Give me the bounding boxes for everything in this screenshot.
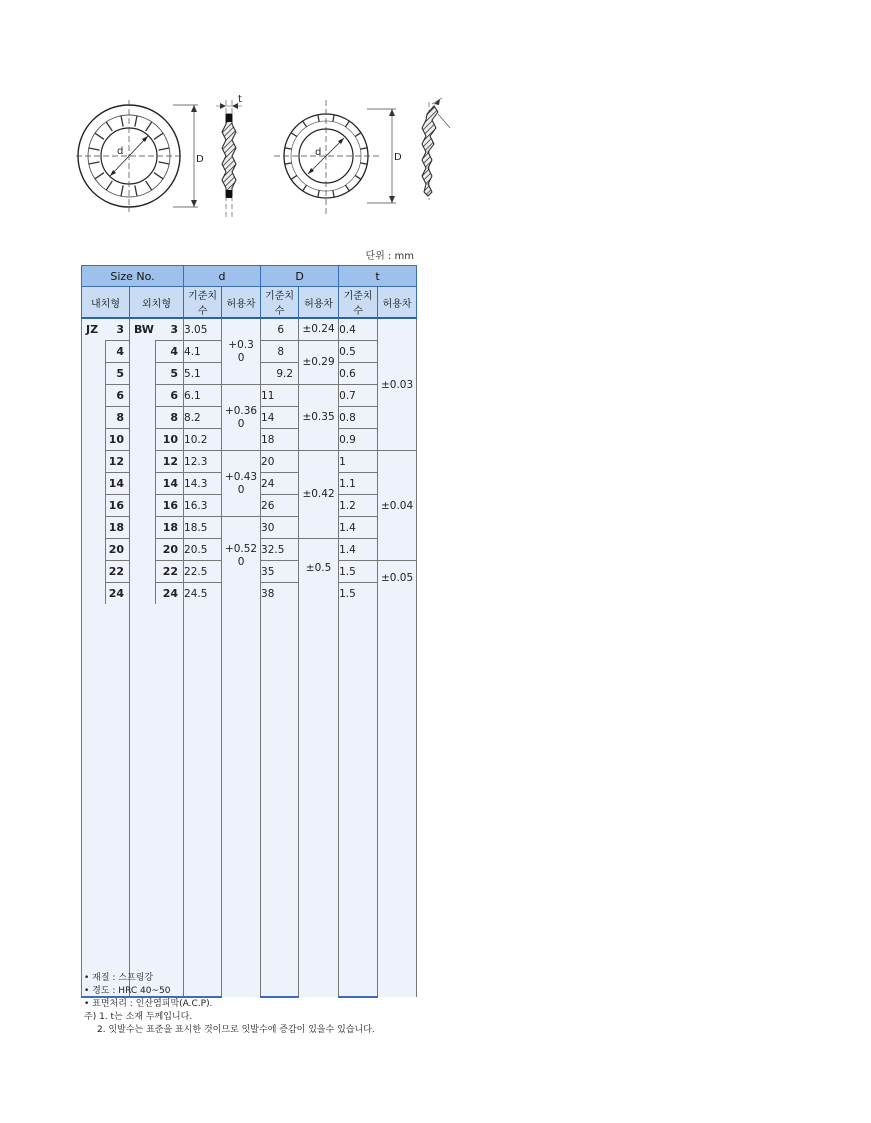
note-hardness: • 경도 : HRC 40~50 bbox=[84, 986, 171, 996]
d-basic: 18.5 bbox=[184, 517, 222, 539]
d-tol-lower: 0 bbox=[237, 417, 245, 430]
washer-tooth bbox=[360, 148, 367, 149]
washer-tooth bbox=[285, 148, 292, 149]
d-tolerance bbox=[222, 318, 261, 385]
d-tolerance bbox=[222, 385, 261, 451]
washer-tooth bbox=[154, 133, 163, 139]
external-spacer bbox=[130, 363, 156, 385]
D-tolerance: ±0.24 bbox=[299, 318, 339, 341]
washer-tooth bbox=[318, 190, 319, 197]
t-basic: 1.5 bbox=[339, 583, 378, 605]
drawing-label-d: d bbox=[117, 146, 124, 157]
t-basic: 0.9 bbox=[339, 429, 378, 451]
external-spacer bbox=[130, 539, 156, 561]
internal-size: 8 bbox=[106, 407, 130, 429]
D-tolerance: ±0.29 bbox=[299, 341, 339, 385]
internal-size: 6 bbox=[106, 385, 130, 407]
washer-tooth bbox=[121, 185, 123, 196]
internal-spacer bbox=[82, 407, 106, 429]
washer-tooth bbox=[318, 115, 319, 122]
internal-spacer bbox=[82, 473, 106, 495]
D-basic: 38 bbox=[261, 583, 299, 605]
washer-tooth bbox=[158, 162, 169, 164]
internal-spacer bbox=[82, 539, 106, 561]
d-basic: 5.1 bbox=[184, 363, 222, 385]
d-basic: 4.1 bbox=[184, 341, 222, 363]
t-basic: 1.1 bbox=[339, 473, 378, 495]
external-spacer bbox=[130, 429, 156, 451]
D-basic: 24 bbox=[261, 473, 299, 495]
washer-tooth bbox=[355, 133, 361, 137]
internal-spacer bbox=[82, 385, 106, 407]
washer-tooth bbox=[106, 181, 112, 190]
t-tolerance: ±0.03 bbox=[378, 318, 417, 451]
t-tolerance: ±0.05 bbox=[378, 561, 417, 998]
header-d: d bbox=[184, 266, 261, 287]
washer-tooth bbox=[146, 181, 152, 190]
outer-diameter-dimension-2 bbox=[367, 109, 402, 203]
D-basic: 35 bbox=[261, 561, 299, 583]
internal-spacer bbox=[82, 517, 106, 539]
washer-tooth bbox=[135, 116, 137, 127]
header-external: 외치형 bbox=[130, 287, 184, 319]
external-size: 22 bbox=[156, 561, 184, 583]
external-size: 14 bbox=[156, 473, 184, 495]
d-basic: 16.3 bbox=[184, 495, 222, 517]
d-tolerance bbox=[222, 451, 261, 517]
t-basic: 1.4 bbox=[339, 517, 378, 539]
internal-size: 24 bbox=[106, 583, 130, 605]
d-basic: 20.5 bbox=[184, 539, 222, 561]
D-basic: 14 bbox=[261, 407, 299, 429]
washer-tooth bbox=[95, 173, 104, 179]
external-size: 18 bbox=[156, 517, 184, 539]
header-internal: 내치형 bbox=[82, 287, 130, 319]
external-tooth-washer-front bbox=[274, 100, 382, 214]
d-tol-lower: 0 bbox=[237, 351, 245, 364]
t-basic: 0.8 bbox=[339, 407, 378, 429]
drawing-label-D-1: D bbox=[196, 154, 204, 165]
d-basic: 12.3 bbox=[184, 451, 222, 473]
washer-tooth bbox=[135, 185, 137, 196]
d-tol-upper: +0.3 bbox=[228, 338, 254, 351]
t-basic: 0.5 bbox=[339, 341, 378, 363]
note-2: 2. 잇발수는 표준을 표시한 것이므로 잇발수에 증감이 있을수 있습니다. bbox=[97, 1025, 375, 1035]
d-basic: 3.05 bbox=[184, 318, 222, 341]
header-D: D bbox=[261, 266, 339, 287]
filler-internal bbox=[82, 604, 130, 997]
D-tolerance: ±0.5 bbox=[299, 539, 339, 998]
header-d-tolerance: 허용차 bbox=[222, 287, 261, 319]
internal-spacer bbox=[82, 341, 106, 363]
external-size: 24 bbox=[156, 583, 184, 605]
t-basic: 1 bbox=[339, 451, 378, 473]
notes bbox=[84, 972, 375, 1037]
table-row bbox=[82, 451, 417, 473]
external-spacer bbox=[130, 495, 156, 517]
D-tolerance: ±0.42 bbox=[299, 451, 339, 539]
note-surface: • 표면처리 : 인산염피막(A.C.P). bbox=[84, 999, 213, 1009]
washer-tooth bbox=[303, 121, 307, 127]
D-basic: 9.2 bbox=[261, 363, 299, 385]
internal-size: 5 bbox=[106, 363, 130, 385]
washer-tooth bbox=[355, 175, 361, 179]
header-t-basic: 기준치수 bbox=[339, 287, 378, 319]
washer-tooth bbox=[333, 115, 334, 122]
washer-tooth bbox=[285, 163, 292, 164]
spec-table bbox=[81, 265, 417, 998]
note-1: 주) 1. t는 소재 두께입니다. bbox=[84, 1012, 193, 1022]
filler-D-basic bbox=[261, 604, 299, 997]
internal-spacer bbox=[82, 429, 106, 451]
internal-size: 4 bbox=[106, 341, 130, 363]
d-tolerance bbox=[222, 517, 261, 998]
external-spacer bbox=[130, 561, 156, 583]
D-basic: 6 bbox=[261, 318, 299, 341]
header-t: t bbox=[339, 266, 417, 287]
t-basic: 0.7 bbox=[339, 385, 378, 407]
d-basic: 8.2 bbox=[184, 407, 222, 429]
table-row bbox=[82, 318, 417, 341]
washer-tooth bbox=[154, 173, 163, 179]
internal-tooth-washer-front bbox=[76, 100, 182, 212]
washer-tooth bbox=[89, 148, 100, 150]
d-basic: 22.5 bbox=[184, 561, 222, 583]
D-basic: 20 bbox=[261, 451, 299, 473]
external-size: 20 bbox=[156, 539, 184, 561]
drawing-label-D-2: D bbox=[394, 152, 402, 163]
header-size-no: Size No. bbox=[82, 266, 184, 287]
header-D-basic: 기준치수 bbox=[261, 287, 299, 319]
internal-size: 18 bbox=[106, 517, 130, 539]
external-spacer bbox=[130, 407, 156, 429]
t-basic: 0.6 bbox=[339, 363, 378, 385]
internal-spacer bbox=[82, 451, 106, 473]
internal-size: 14 bbox=[106, 473, 130, 495]
washer-tooth bbox=[345, 185, 349, 191]
t-basic: 1.5 bbox=[339, 561, 378, 583]
washer-tooth bbox=[291, 175, 297, 179]
d-tol-upper: +0.52 bbox=[224, 543, 258, 555]
t-basic: 1.4 bbox=[339, 539, 378, 561]
D-tolerance: ±0.35 bbox=[299, 385, 339, 451]
external-size: 12 bbox=[156, 451, 184, 473]
d-basic: 14.3 bbox=[184, 473, 222, 495]
header-row-2 bbox=[82, 287, 417, 319]
washer-tooth bbox=[333, 190, 334, 197]
internal-size: 20 bbox=[106, 539, 130, 561]
washer-tooth bbox=[291, 133, 297, 137]
d-tol-upper: +0.36 bbox=[224, 404, 258, 417]
external-spacer bbox=[130, 473, 156, 495]
header-row-1 bbox=[82, 266, 417, 287]
D-basic: 32.5 bbox=[261, 539, 299, 561]
table-row bbox=[82, 517, 417, 539]
D-basic: 26 bbox=[261, 495, 299, 517]
external-spacer bbox=[130, 385, 156, 407]
external-size: 8 bbox=[156, 407, 184, 429]
washer-tooth bbox=[95, 133, 104, 139]
D-basic: 11 bbox=[261, 385, 299, 407]
internal-size-cell bbox=[82, 318, 130, 341]
t-basic: 1.2 bbox=[339, 495, 378, 517]
D-basic: 30 bbox=[261, 517, 299, 539]
filler-d-basic bbox=[184, 604, 222, 997]
d-basic: 24.5 bbox=[184, 583, 222, 605]
header-D-tolerance: 허용차 bbox=[299, 287, 339, 319]
internal-spacer bbox=[82, 561, 106, 583]
external-size: 6 bbox=[156, 385, 184, 407]
external-spacer bbox=[130, 517, 156, 539]
external-size: 3 bbox=[170, 323, 179, 336]
washer-tooth bbox=[345, 121, 349, 127]
d-basic: 6.1 bbox=[184, 385, 222, 407]
internal-size: 3 bbox=[116, 323, 124, 336]
external-size: 10 bbox=[156, 429, 184, 451]
internal-size: 22 bbox=[106, 561, 130, 583]
external-tooth-washer-side bbox=[422, 98, 450, 200]
internal-size: 12 bbox=[106, 451, 130, 473]
filler-external bbox=[130, 604, 184, 997]
t-tolerance: ±0.04 bbox=[378, 451, 417, 561]
t-basic: 0.4 bbox=[339, 318, 378, 341]
header-t-tolerance: 허용차 bbox=[378, 287, 417, 319]
external-size: 5 bbox=[156, 363, 184, 385]
washer-drawings bbox=[70, 92, 470, 222]
internal-spacer bbox=[82, 583, 106, 605]
internal-spacer bbox=[82, 495, 106, 517]
external-size: 16 bbox=[156, 495, 184, 517]
note-material: • 재질 : 스프링강 bbox=[84, 973, 154, 983]
drawing-label-d-2: d bbox=[315, 147, 322, 158]
washer-tooth bbox=[303, 185, 307, 191]
washer-tooth bbox=[89, 162, 100, 164]
washer-tooth bbox=[106, 122, 112, 131]
washer-tooth bbox=[158, 148, 169, 150]
d-tol-upper: +0.43 bbox=[224, 470, 258, 483]
header-d-basic: 기준치수 bbox=[184, 287, 222, 319]
type-code-bw: BW bbox=[134, 323, 154, 336]
external-spacer bbox=[130, 451, 156, 473]
internal-spacer bbox=[82, 363, 106, 385]
table-row bbox=[82, 385, 417, 407]
washer-tooth bbox=[360, 163, 367, 164]
external-spacer bbox=[130, 341, 156, 363]
unit-label: 단위 : mm bbox=[365, 251, 414, 262]
external-size-cell bbox=[130, 318, 184, 341]
D-basic: 18 bbox=[261, 429, 299, 451]
washer-tooth bbox=[146, 122, 152, 131]
D-basic: 8 bbox=[261, 341, 299, 363]
d-tol-lower: 0 bbox=[237, 556, 245, 568]
external-spacer bbox=[130, 583, 156, 605]
drawing-label-t: t bbox=[238, 94, 242, 105]
external-size: 4 bbox=[156, 341, 184, 363]
type-code-jz: JZ bbox=[86, 323, 99, 336]
internal-size: 10 bbox=[106, 429, 130, 451]
d-tol-lower: 0 bbox=[237, 483, 245, 496]
washer-tooth bbox=[121, 116, 123, 127]
internal-tooth-washer-side bbox=[216, 94, 242, 217]
d-basic: 10.2 bbox=[184, 429, 222, 451]
internal-size: 16 bbox=[106, 495, 130, 517]
filler-t-basic bbox=[339, 604, 378, 997]
